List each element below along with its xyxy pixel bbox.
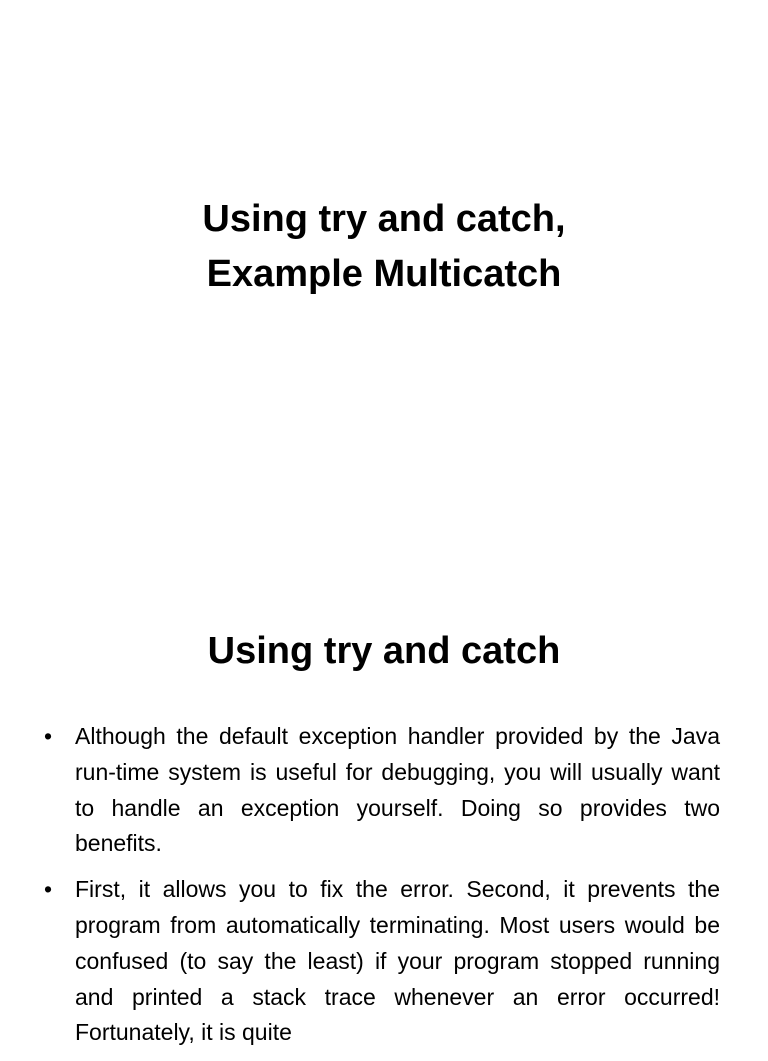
title-line-2: Example Multicatch [206, 253, 562, 295]
title-line-1: Using try and catch, [202, 198, 566, 240]
slide-title [0, 192, 768, 302]
bullet-dot-icon: • [44, 723, 53, 749]
bullet-list [44, 719, 720, 1061]
bullet-dot-icon: • [44, 876, 53, 903]
slide-content-page [0, 576, 768, 1046]
bullet-item [44, 872, 720, 1051]
bullet-text: First, it allows you to fix the error. Second, it prevents the program from automatically terminating. Most users would be confused (to say the least) if your program stopped running and printed a stack trace whenever an error occurred! Fortunately, it is quite [75, 876, 720, 1046]
slide-heading: Using try and catch [207, 630, 561, 672]
bullet-text: Although the default exception handler provided by the Java run-time system is useful for debugging, you will usually want to handle an exception yourself. Doing so provides two benefits. [75, 723, 720, 857]
bullet-item [44, 719, 720, 862]
